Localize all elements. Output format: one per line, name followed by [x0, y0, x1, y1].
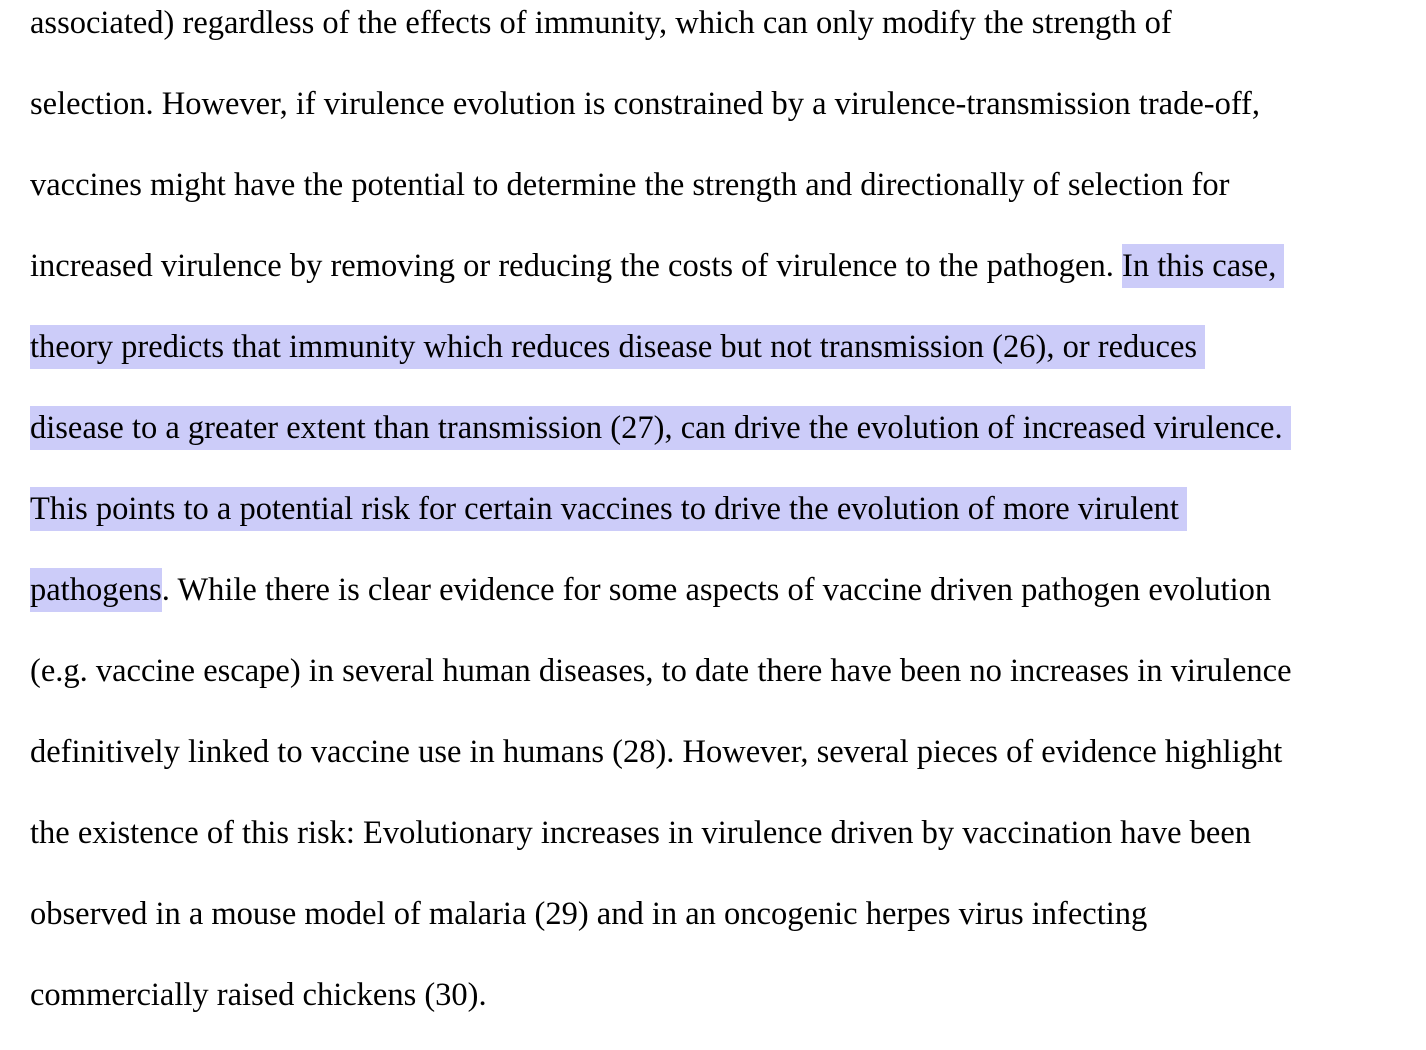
- line-text[interactable]: definitively linked to vaccine use in humans (28). However, several pieces of evidence highlight: [30, 733, 1283, 770]
- line-text[interactable]: increased virulence by removing or reducing the costs of virulence to the pathogen.: [30, 247, 1122, 284]
- text-line: [30, 549, 1271, 630]
- line-text[interactable]: associated) regardless of the effects of immunity, which can only modify the strength of: [30, 4, 1172, 41]
- selected-text-highlight[interactable]: This points to a potential risk for certain vaccines to drive the evolution of more virulent: [30, 487, 1187, 531]
- text-line: [30, 144, 1229, 225]
- line-text[interactable]: commercially raised chickens (30).: [30, 976, 487, 1013]
- text-line: [30, 225, 1284, 306]
- selected-text-highlight[interactable]: theory predicts that immunity which reduces disease but not transmission (26), or reduces: [30, 325, 1205, 369]
- text-line: [30, 63, 1260, 144]
- line-text[interactable]: . While there is clear evidence for some aspects of vaccine driven pathogen evolution: [161, 571, 1272, 608]
- text-line: [30, 873, 1147, 954]
- text-line: [30, 306, 1205, 387]
- line-text[interactable]: the existence of this risk: Evolutionary increases in virulence driven by vaccination have been: [30, 814, 1252, 851]
- text-line: [30, 954, 487, 1035]
- selected-text-highlight[interactable]: pathogens: [30, 568, 162, 612]
- line-text[interactable]: (e.g. vaccine escape) in several human diseases, to date there have been no increases in virulence: [30, 652, 1292, 689]
- text-line: [30, 387, 1291, 468]
- text-line: [30, 630, 1292, 711]
- text-line: [30, 468, 1187, 549]
- line-text[interactable]: vaccines might have the potential to determine the strength and directionally of selection for: [30, 166, 1230, 203]
- line-text[interactable]: selection. However, if virulence evolution is constrained by a virulence-transmission trade-off,: [30, 85, 1261, 122]
- selected-text-highlight[interactable]: In this case,: [1122, 244, 1284, 288]
- text-line: [30, 711, 1282, 792]
- selected-text-highlight[interactable]: disease to a greater extent than transmission (27), can drive the evolution of increased virulence.: [30, 406, 1291, 450]
- text-line: [30, 0, 1172, 63]
- line-text[interactable]: observed in a mouse model of malaria (29) and in an oncogenic herpes virus infecting: [30, 895, 1148, 932]
- text-line: [30, 792, 1251, 873]
